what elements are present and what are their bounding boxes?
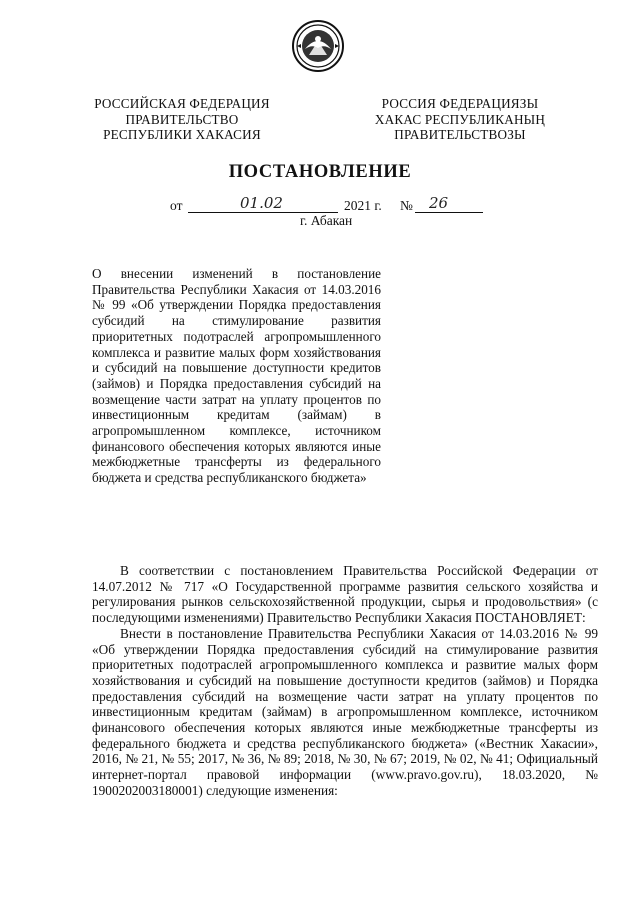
header-right-line-2: ХАКАС РЕСПУБЛИКАНЫҢ	[374, 111, 546, 127]
number-line	[415, 212, 483, 213]
body-paragraph-1: В соответствии с постановлением Правительства Российской Федерации от 14.07.2012 № 717 «О Государственной программе развития сельского хозяйства и регулирования рынков сельскохозяйственной продукции, сырья и продовольствия» (с последующими изменениями) Правительство Республики Хакасия ПОСТАНОВЛЯЕТ:	[92, 563, 598, 626]
document-subject: О внесении изменений в постановление Правительства Республики Хакасия от 14.03.2016 № 99 «Об утверждении Порядка предоставления субсидий на стимулирование развития приоритетных подотраслей агропромышленного комплекса и развитие малых форм хозяйствования и субсидий на повышение доступности кредитов (займов) и Порядка предоставления субсидий на возмещение части затрат на уплату процентов по инвестиционным кредитам (займам) в агропромышленном комплексе, источником финансового обеспечения которых являются иные межбюджетные трансферты из федерального бюджета и средства республиканского бюджета»	[92, 266, 381, 486]
header-left-line-3: РЕСПУБЛИКИ ХАКАСИЯ	[103, 127, 261, 142]
header-right-line-3: ПРАВИТЕЛЬСТВОЗЫ	[394, 127, 526, 142]
number-handwritten: 26	[429, 194, 449, 212]
city: г. Абакан	[300, 213, 353, 228]
date-handwritten: 01.02	[240, 194, 283, 212]
coat-of-arms-icon	[291, 19, 345, 73]
date-from-label: от	[170, 198, 183, 213]
date-number-row	[0, 196, 640, 214]
header-left-line-2: ПРАВИТЕЛЬСТВО	[125, 111, 239, 127]
body-paragraph-2: Внести в постановление Правительства Республики Хакасия от 14.03.2016 № 99 «Об утверждении Порядка предоставления субсидий на стимулирование развития приоритетных подотраслей агропромышленного комплекса и развитие малых форм хозяйствования и субсидий на повышение доступности кредитов (займов) и Порядка предоставления субсидий на возмещение части затрат на уплату процентов по инвестиционным кредитам (займам) в агропромышленном комплексе, источником финансового обеспечения которых являются иные межбюджетные трансферты из федерального бюджета и средства республиканского бюджета» («Вестник Хакасии», 2016, № 21, № 55; 2017, № 36, № 89; 2018, № 30, № 67; 2019, № 02, № 41; Официальный интернет-портал правовой информации (www.pravo.gov.ru), 18.03.2020, № 1900202003180001) следующие изменения:	[92, 625, 598, 798]
header-right	[345, 96, 575, 143]
date-year: 2021 г.	[344, 198, 382, 213]
header-left-line-1: РОССИЙСКАЯ ФЕДЕРАЦИЯ	[94, 96, 270, 111]
header-left	[67, 96, 297, 143]
document-title: ПОСТАНОВЛЕНИЕ	[228, 162, 412, 182]
header-right-line-1: РОССИЯ ФЕДЕРАЦИЯЗЫ	[381, 96, 539, 111]
document-body	[92, 563, 598, 799]
number-label: №	[400, 198, 413, 213]
